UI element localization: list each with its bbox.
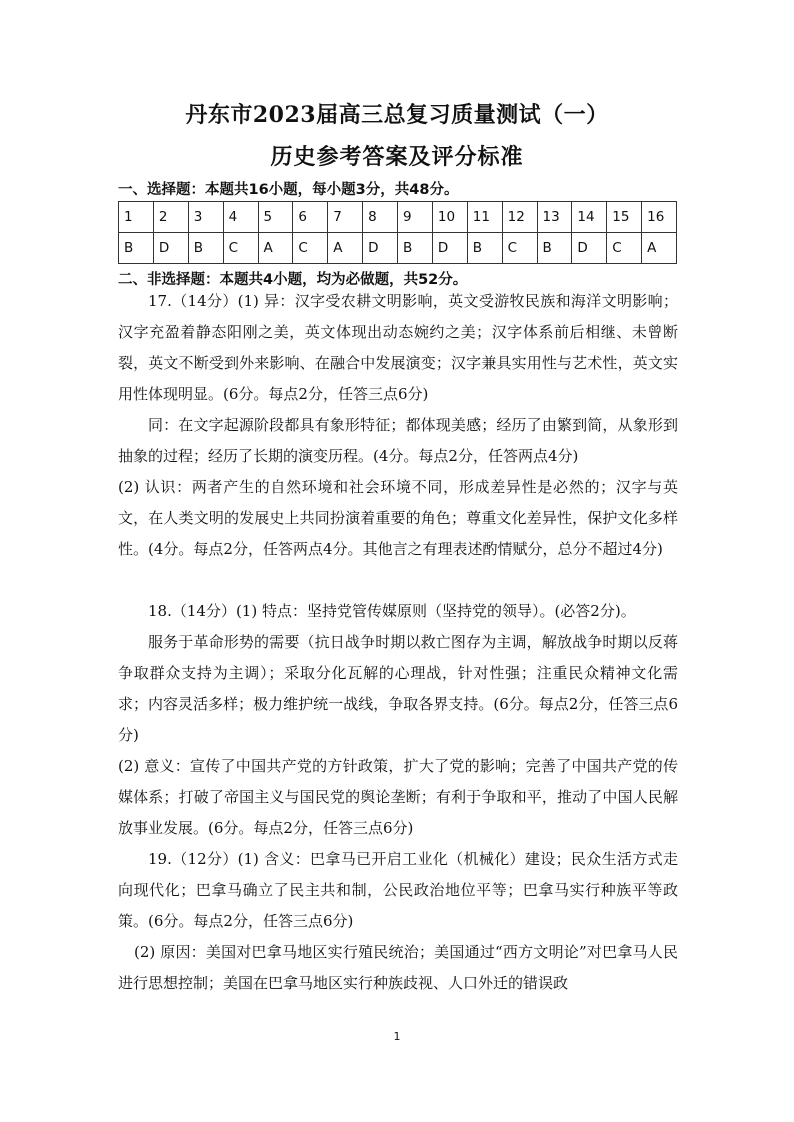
answer-paragraph-q17-1: 17.（14分）(1) 异：汉字受农耕文明影响，英文受游牧民族和海洋文明影响；汉字充盈着静态阳刚之美，英文体现出动态婉约之美；汉字体系前后相继、未曾断裂，英文不断受到外来影响、在融合中发展演变；汉字兼具实用性与艺术性，英文实用性体现明显。(6分。每点2分，任答三点6分) xyxy=(118,292,678,403)
answer-letter: C xyxy=(223,233,258,264)
document-title: 丹东市2023届高三总复习质量测试（一） xyxy=(185,102,609,128)
question-number: 14 xyxy=(572,202,607,233)
question-number: 11 xyxy=(467,202,502,233)
answer-paragraph-q19-2: (2) 原因：美国对巴拿马地区实行殖民统治；美国通过“西方文明论”对巴拿马人民进行思想控制；美国在巴拿马地区实行种族歧视、人口外迁的错误政 xyxy=(118,943,678,992)
question-number: 3 xyxy=(188,202,223,233)
answer-paragraph-q17-3: (2) 认识：两者产生的自然环境和社会环境不同，形成差异性是必然的；汉字与英文，在人类文明的发展史上共同扮演着重要的角色；尊重文化差异性，保护文化多样性。(4分。每点2分，任答两点4分。其他言之有理表述酌情赋分，总分不超过4分) xyxy=(118,478,678,558)
answer-letter: B xyxy=(119,233,154,264)
answer-letter: D xyxy=(153,233,188,264)
answer-paragraph-q17-2: 同：在文字起源阶段都具有象形特征；都体现美感；经历了由繁到简，从象形到抽象的过程；经历了长期的演变历程。(4分。每点2分，任答两点4分) xyxy=(118,416,678,465)
section-heading-nonchoice: 二、非选择题：本题共4小题，均为必做题，共52分。 xyxy=(118,272,468,288)
question-number: 15 xyxy=(607,202,642,233)
question-number: 7 xyxy=(328,202,363,233)
question-number: 16 xyxy=(642,202,677,233)
question-number: 6 xyxy=(293,202,328,233)
answer-letter: B xyxy=(537,233,572,264)
answer-paragraph-q18-1: 18.（14分）(1) 特点：坚持党管传媒原则（坚持党的领导）。(必答2分)。 xyxy=(148,602,636,620)
answer-paragraph-q19-1: 19.（12分）(1) 含义：巴拿马已开启工业化（机械化）建设；民众生活方式走向现代化；巴拿马确立了民主共和制，公民政治地位平等；巴拿马实行种族平等政策。(6分。每点2分，任答三点6分) xyxy=(118,850,678,930)
question-number: 4 xyxy=(223,202,258,233)
question-number: 10 xyxy=(432,202,467,233)
answer-letter: A xyxy=(642,233,677,264)
section-heading-choice: 一、选择题：本题共16小题，每小题3分，共48分。 xyxy=(118,182,459,198)
answer-table xyxy=(118,201,677,264)
question-number: 5 xyxy=(258,202,293,233)
answer-letter: B xyxy=(188,233,223,264)
question-number: 12 xyxy=(502,202,537,233)
answer-letter: B xyxy=(467,233,502,264)
answer-letter: D xyxy=(363,233,398,264)
question-number: 8 xyxy=(363,202,398,233)
answer-letter: A xyxy=(328,233,363,264)
answer-paragraph-q18-3: (2) 意义：宣传了中国共产党的方针政策，扩大了党的影响；完善了中国共产党的传媒体系；打破了帝国主义与国民党的舆论垄断；有利于争取和平，推动了中国人民解放事业发展。(6分。每点2分，任答三点6分) xyxy=(118,757,678,837)
document-subtitle: 历史参考答案及评分标准 xyxy=(270,144,524,170)
answer-letter: C xyxy=(607,233,642,264)
answer-letter: C xyxy=(293,233,328,264)
question-number: 9 xyxy=(398,202,433,233)
answer-letter: A xyxy=(258,233,293,264)
answer-letter: D xyxy=(572,233,607,264)
question-number: 2 xyxy=(153,202,188,233)
answer-table-number-row xyxy=(119,202,677,233)
answer-letter: D xyxy=(432,233,467,264)
answer-letter: B xyxy=(398,233,433,264)
page-number: 1 xyxy=(393,1030,401,1043)
answer-letter: C xyxy=(502,233,537,264)
question-number: 13 xyxy=(537,202,572,233)
answer-table-answer-row xyxy=(119,233,677,264)
question-number: 1 xyxy=(119,202,154,233)
answer-paragraph-q18-2: 服务于革命形势的需要（抗日战争时期以救亡图存为主调，解放战争时期以反蒋争取群众支持为主调）；采取分化瓦解的心理战，针对性强；注重民众精神文化需求；内容灵活多样；极力维护统一战线，争取各界支持。(6分。每点2分，任答三点6分) xyxy=(118,633,678,744)
